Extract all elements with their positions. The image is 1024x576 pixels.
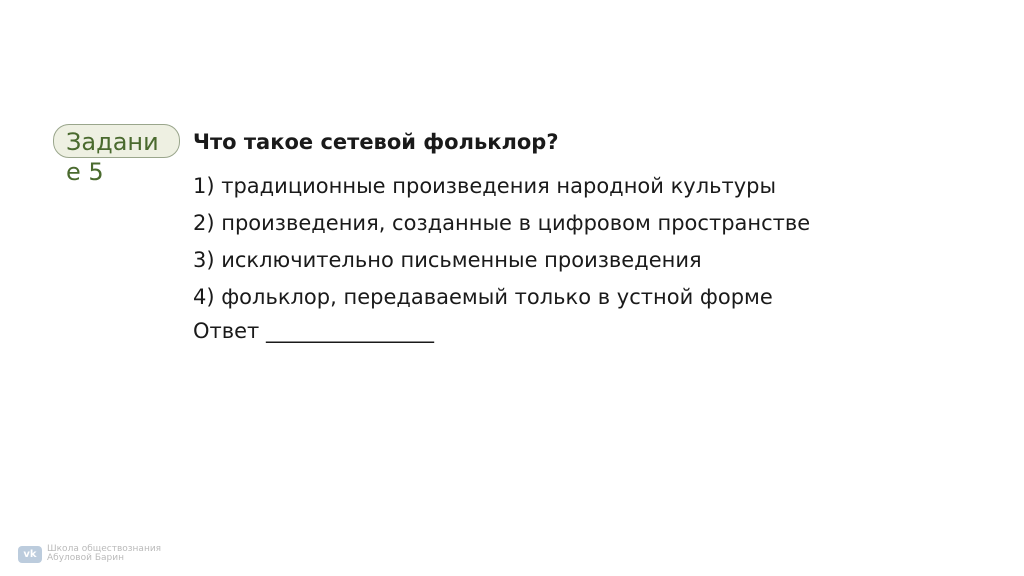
answer-option-3: 3) исключительно письменные произведения <box>193 248 702 272</box>
answer-options <box>193 168 810 316</box>
task-label: Задание 5 <box>66 128 159 186</box>
vk-logo-icon: vk <box>18 546 42 563</box>
footer-text <box>47 545 161 563</box>
answer-option-4: 4) фольклор, передаваемый только в устной форме <box>193 285 773 309</box>
footer-line-2: Абуловой Барин <box>47 553 124 563</box>
answer-option-1: 1) традиционные произведения народной культуры <box>193 174 777 198</box>
answer-line: Ответ ________________ <box>193 319 434 343</box>
footer-watermark <box>18 545 161 563</box>
question-title: Что такое сетевой фольклор? <box>193 130 559 154</box>
answer-option-2: 2) произведения, созданные в цифровом пространстве <box>193 211 811 235</box>
footer-line-1: Школа обществознания <box>47 544 162 554</box>
